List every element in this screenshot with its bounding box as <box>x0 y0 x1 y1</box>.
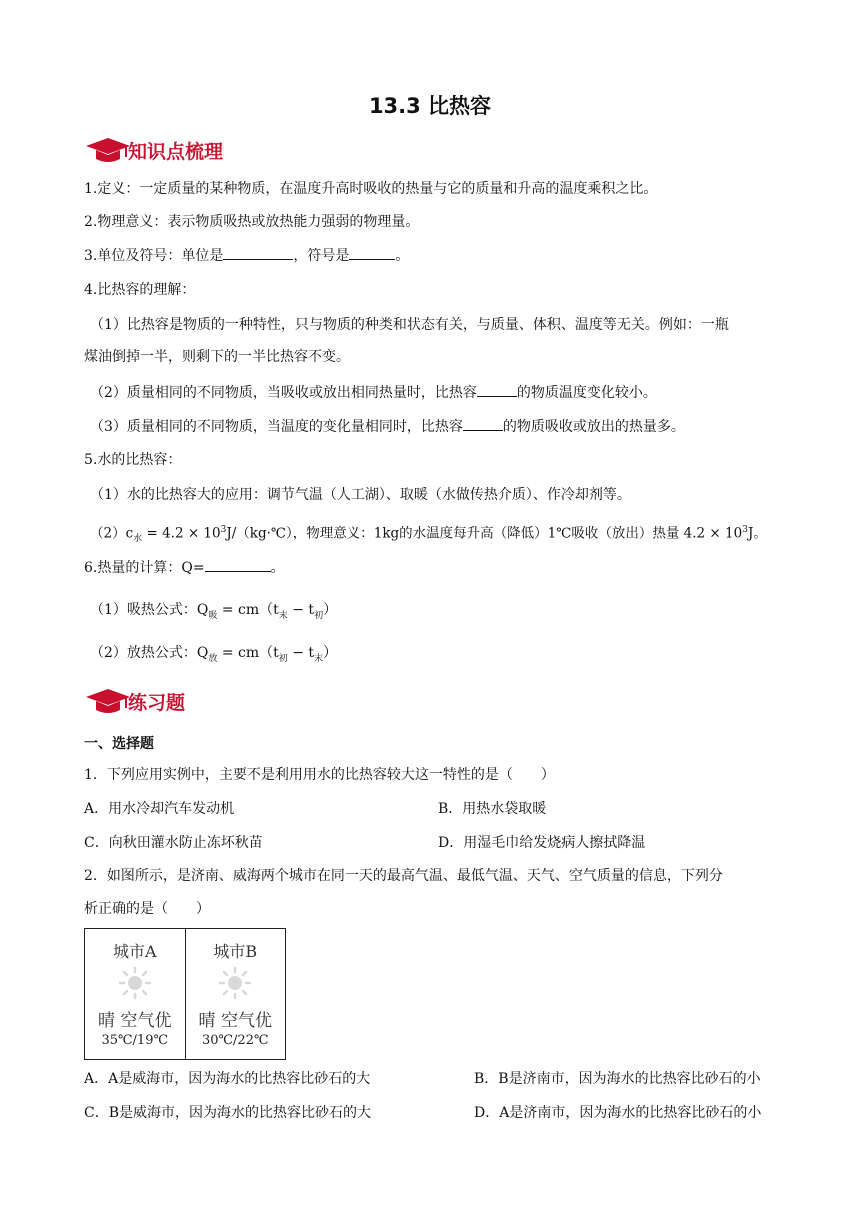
exponent: 3 <box>742 525 748 535</box>
understanding-3 <box>90 416 685 437</box>
section-title: 练习题 <box>128 691 186 714</box>
definition-line: 1.定义：一定质量的某种物质，在温度升高时吸收的热量与它的质量和升高的温度乘积之比。 <box>84 181 658 197</box>
formula-sub: 初 <box>314 610 324 621</box>
formula-sub: 吸 <box>208 610 218 621</box>
formula-part: （1）吸热公式：Q <box>90 602 209 618</box>
unit-end: J。 <box>747 525 767 542</box>
period: 。 <box>395 248 410 264</box>
page-title: 13.3 比热容 <box>368 94 492 118</box>
understanding-2-text: （2）质量相同的不同物质，当吸收或放出相同热量时，比热容 <box>90 385 477 401</box>
water-specific-heat <box>90 520 767 549</box>
fill-blank <box>477 382 517 397</box>
section-header-knowledge <box>84 134 223 166</box>
city-b-panel <box>186 929 286 1059</box>
q1-option-a[interactable]: A．用水冷却汽车发动机 <box>84 801 235 817</box>
city-a-weather: 晴 空气优 <box>98 1011 172 1031</box>
understanding-2 <box>90 382 657 403</box>
c-symbol: （2）c <box>90 525 134 542</box>
understanding-1b: 煤油倒掉一半，则剩下的一半比热容不变。 <box>84 349 350 365</box>
formula-part: ） <box>323 645 338 661</box>
question-1: 1．下列应用实例中，主要不是利用用水的比热容较大这一特性的是（ ） <box>84 767 555 783</box>
period: 。 <box>270 560 285 576</box>
understanding-1a: （1）比热容是物质的一种特性，只与物质的种类和状态有关，与质量、体积、温度等无关。例如：一瓶 <box>90 317 729 333</box>
symbol-blank <box>349 245 395 260</box>
q1-option-c[interactable]: C．向秋田灌水防止冻坏秋苗 <box>84 835 263 851</box>
unit-label: 3.单位及符号：单位是 <box>84 248 224 264</box>
q1-option-d[interactable]: D．用湿毛巾给发烧病人擦拭降温 <box>438 835 646 851</box>
meaning-text: J/（kg·℃），物理意义：1kg的水温度每升高（降低）1℃吸收（放出）热量 4.2 × 10 <box>226 525 743 542</box>
city-a-name: 城市A <box>112 942 157 961</box>
formula-sub: 初 <box>278 653 288 664</box>
formula-part: ） <box>323 602 338 618</box>
city-a-temp: 35℃/19℃ <box>101 1033 169 1048</box>
city-b-weather: 晴 空气优 <box>198 1011 272 1031</box>
symbol-label: ，符号是 <box>293 248 350 264</box>
q2-option-c[interactable]: C．B是威海市，因为海水的比热容比砂石的大 <box>84 1105 371 1121</box>
city-b-temp: 30℃/22℃ <box>201 1033 269 1048</box>
section-title: 知识点梳理 <box>128 140 224 163</box>
question-2b: 析正确的是（ ） <box>84 901 210 917</box>
meaning-line: 2.物理意义：表示物质吸热或放热能力强弱的物理量。 <box>84 214 420 230</box>
heat-absorb-formula <box>90 600 337 626</box>
section-header-exercises <box>84 685 185 717</box>
graduation-cap-icon <box>84 686 132 716</box>
unit-line <box>84 245 409 266</box>
formula-part: − t <box>287 645 315 661</box>
heat-release-formula <box>90 643 337 669</box>
formula-sub: 末 <box>314 653 324 664</box>
understanding-heading: 4.比热容的理解： <box>84 282 196 298</box>
city-a-panel <box>85 929 186 1059</box>
sun-icon <box>218 966 252 1000</box>
city-b-name: 城市B <box>213 942 258 961</box>
water-heading: 5.水的比热容： <box>84 452 182 468</box>
formula-sub: 末 <box>278 610 288 621</box>
understanding-2-tail: 的物质温度变化较小。 <box>516 385 657 401</box>
water-subscript: 水 <box>133 534 143 545</box>
q2-option-a[interactable]: A．A是威海市，因为海水的比热容比砂石的大 <box>84 1071 371 1087</box>
unit-blank <box>223 245 293 260</box>
understanding-3-tail: 的物质吸收或放出的热量多。 <box>502 419 685 435</box>
heat-calc-label: 6.热量的计算：Q= <box>84 560 205 576</box>
weather-figure <box>84 928 286 1060</box>
question-2a: 2．如图所示，是济南、威海两个城市在同一天的最高气温、最低气温、天气、空气质量的信息，下列分 <box>84 868 723 884</box>
multiple-choice-heading: 一、选择题 <box>84 736 154 752</box>
formula-part: = cm（t <box>217 602 279 618</box>
q1-option-b[interactable]: B．用热水袋取暖 <box>438 801 547 817</box>
heat-calc-line <box>84 557 285 578</box>
sun-icon <box>118 966 152 1000</box>
water-application: （1）水的比热容大的应用：调节气温（人工湖）、取暖（水做传热介质）、作冷却剂等。 <box>90 487 631 503</box>
formula-sub: 放 <box>208 653 218 664</box>
understanding-3-text: （3）质量相同的不同物质，当温度的变化量相同时，比热容 <box>90 419 463 435</box>
formula-part: （2）放热公式：Q <box>90 645 209 661</box>
graduation-cap-icon <box>84 135 132 165</box>
formula-part: − t <box>287 602 315 618</box>
equation: = 4.2 × 10 <box>142 525 221 542</box>
formula-part: = cm（t <box>217 645 279 661</box>
q2-option-b[interactable]: B．B是济南市，因为海水的比热容比砂石的小 <box>474 1071 761 1087</box>
fill-blank <box>205 557 271 572</box>
fill-blank <box>463 416 503 431</box>
q2-option-d[interactable]: D．A是济南市，因为海水的比热容比砂石的小 <box>474 1105 762 1121</box>
exponent: 3 <box>220 525 227 535</box>
